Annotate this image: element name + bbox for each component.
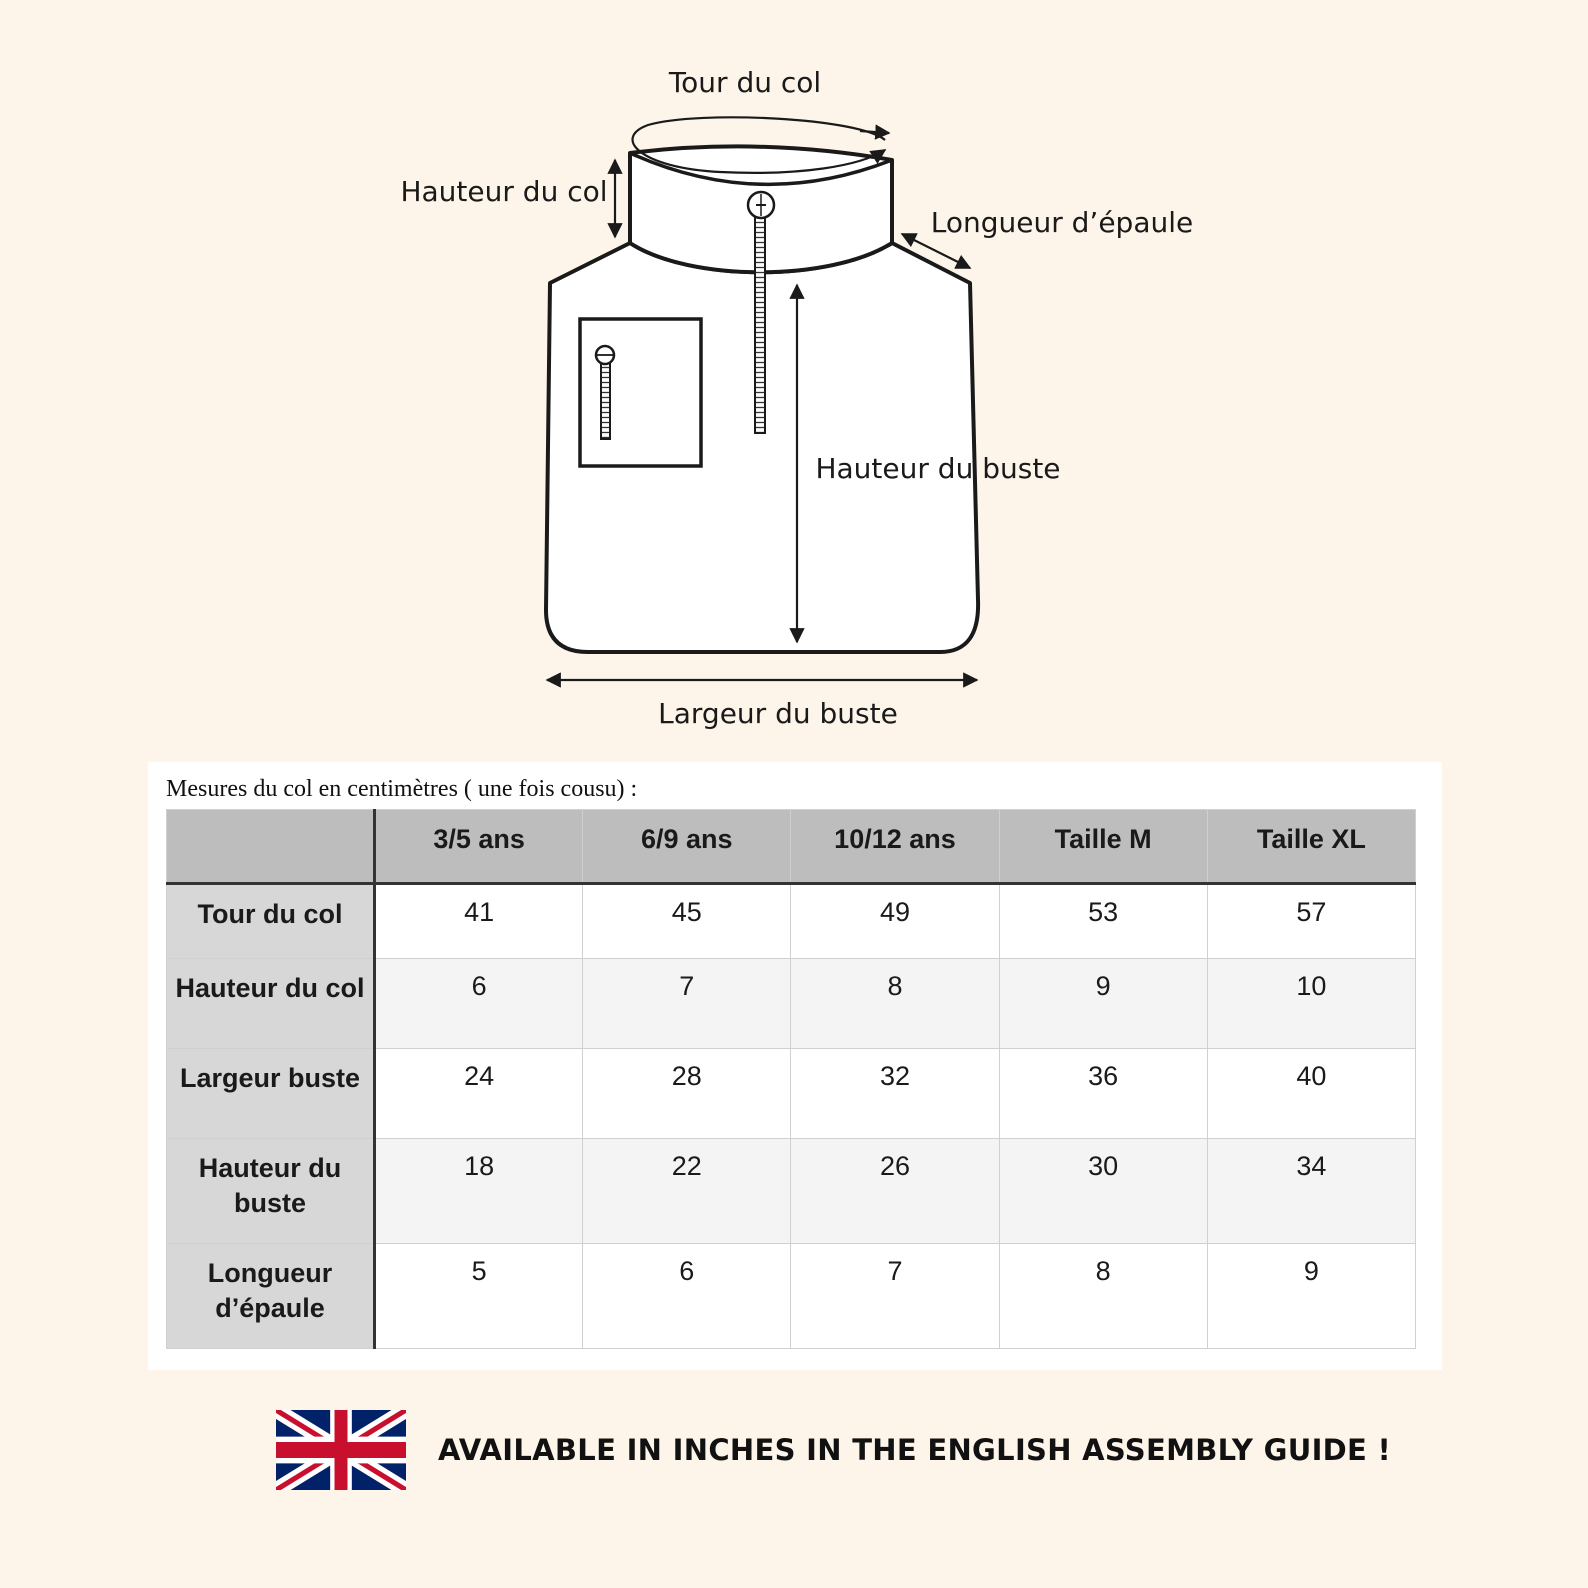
- col-header: Taille M: [999, 810, 1207, 884]
- table-cell: 53: [999, 884, 1207, 959]
- col-header: 3/5 ans: [375, 810, 583, 884]
- table-cell: 8: [791, 959, 999, 1049]
- row-header: Hauteur du buste: [167, 1139, 375, 1244]
- label-tour-du-col: Tour du col: [668, 66, 822, 99]
- row-header: Tour du col: [167, 884, 375, 959]
- pocket-zipper: [601, 359, 610, 439]
- uk-flag-icon: [276, 1410, 406, 1490]
- front-zipper: [755, 207, 765, 433]
- col-header: Taille XL: [1207, 810, 1415, 884]
- col-header: 10/12 ans: [791, 810, 999, 884]
- col-header: 6/9 ans: [583, 810, 791, 884]
- inches-notice: AVAILABLE IN INCHES IN THE ENGLISH ASSEMBLY GUIDE !: [438, 1433, 1392, 1467]
- row-header: Largeur buste: [167, 1049, 375, 1139]
- footer-banner: [276, 1410, 1391, 1490]
- table-row: [167, 1049, 1416, 1139]
- row-header: Hauteur du col: [167, 959, 375, 1049]
- size-table: [166, 809, 1416, 1349]
- table-cell: 7: [583, 959, 791, 1049]
- table-cell: 26: [791, 1139, 999, 1244]
- table-cell: 6: [583, 1244, 791, 1349]
- table-cell: 41: [375, 884, 583, 959]
- table-cell: 24: [375, 1049, 583, 1139]
- table-row: [167, 884, 1416, 959]
- table-cell: 32: [791, 1049, 999, 1139]
- table-cell: 45: [583, 884, 791, 959]
- label-largeur-du-buste: Largeur du buste: [658, 697, 898, 730]
- measurements-card: [148, 762, 1442, 1370]
- pocket: [580, 319, 701, 466]
- table-cell: 57: [1207, 884, 1415, 959]
- table-cell: 6: [375, 959, 583, 1049]
- label-longueur-epaule: Longueur d’épaule: [930, 206, 1194, 239]
- label-hauteur-du-buste: Hauteur du buste: [815, 452, 1061, 485]
- row-header: Longueur d’épaule: [167, 1244, 375, 1349]
- header-row: [167, 810, 1416, 884]
- table-cell: 49: [791, 884, 999, 959]
- collar-diagram: [0, 0, 1588, 760]
- table-cell: 7: [791, 1244, 999, 1349]
- table-cell: 10: [1207, 959, 1415, 1049]
- header-corner: [167, 810, 375, 884]
- table-cell: 5: [375, 1244, 583, 1349]
- table-cell: 8: [999, 1244, 1207, 1349]
- table-cell: 36: [999, 1049, 1207, 1139]
- table-cell: 30: [999, 1139, 1207, 1244]
- table-cell: 28: [583, 1049, 791, 1139]
- table-cell: 40: [1207, 1049, 1415, 1139]
- table-cell: 34: [1207, 1139, 1415, 1244]
- table-row: [167, 1139, 1416, 1244]
- table-cell: 9: [1207, 1244, 1415, 1349]
- table-caption: Mesures du col en centimètres ( une fois cousu) :: [166, 776, 638, 802]
- table-row: [167, 959, 1416, 1049]
- table-cell: 9: [999, 959, 1207, 1049]
- table-row: [167, 1244, 1416, 1349]
- label-hauteur-du-col: Hauteur du col: [400, 175, 608, 208]
- table-cell: 22: [583, 1139, 791, 1244]
- table-cell: 18: [375, 1139, 583, 1244]
